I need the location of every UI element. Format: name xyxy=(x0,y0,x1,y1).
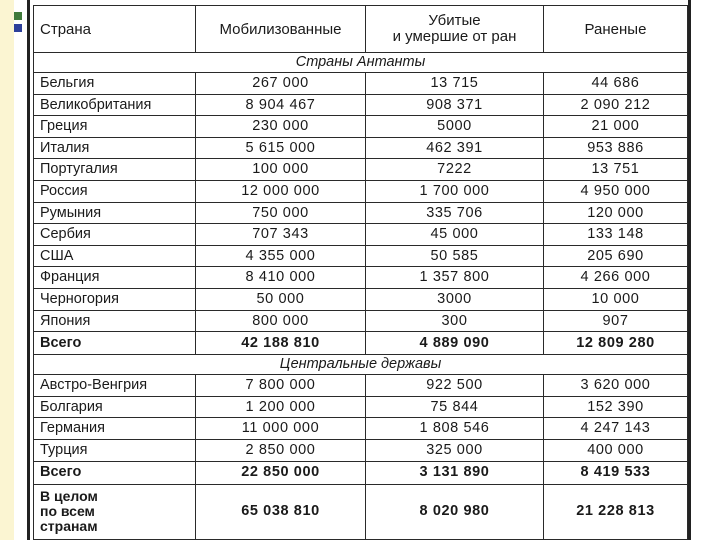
mobilized-cell: 707 343 xyxy=(196,224,366,246)
mobilized-cell: 230 000 xyxy=(196,116,366,138)
country-cell: Германия xyxy=(34,418,196,440)
header-killed-line2: и умершие от ран xyxy=(392,28,517,45)
mobilized-cell: 800 000 xyxy=(196,310,366,332)
country-cell: Португалия xyxy=(34,159,196,181)
table-row xyxy=(34,418,688,440)
killed-cell: 13 715 xyxy=(366,73,544,95)
wounded-cell: 152 390 xyxy=(544,396,688,418)
table-row xyxy=(34,137,688,159)
green-corner-square xyxy=(14,12,22,20)
country-cell: Италия xyxy=(34,137,196,159)
total-wounded: 12 809 280 xyxy=(544,332,688,355)
header-country: Страна xyxy=(34,6,196,53)
ww1-casualties-table xyxy=(33,5,688,540)
killed-cell: 50 585 xyxy=(366,245,544,267)
country-cell: Великобритания xyxy=(34,94,196,116)
mobilized-cell: 8 410 000 xyxy=(196,267,366,289)
wounded-cell: 400 000 xyxy=(544,439,688,461)
table-row xyxy=(34,288,688,310)
killed-cell: 3000 xyxy=(366,288,544,310)
table-row xyxy=(34,245,688,267)
country-cell: Черногория xyxy=(34,288,196,310)
table-row xyxy=(34,116,688,138)
group-row-entente xyxy=(34,53,688,73)
table-row xyxy=(34,159,688,181)
total-mobilized: 22 850 000 xyxy=(196,461,366,484)
mobilized-cell: 2 850 000 xyxy=(196,439,366,461)
header-wounded: Раненые xyxy=(544,6,688,53)
grand-total-label-line2: по всем xyxy=(40,503,95,520)
mobilized-cell: 11 000 000 xyxy=(196,418,366,440)
table-row xyxy=(34,396,688,418)
killed-cell: 300 xyxy=(366,310,544,332)
wounded-cell: 205 690 xyxy=(544,245,688,267)
table-row xyxy=(34,202,688,224)
total-label: Всего xyxy=(34,332,196,355)
total-row-entente xyxy=(34,332,688,355)
table-row xyxy=(34,180,688,202)
total-wounded: 8 419 533 xyxy=(544,461,688,484)
grand-total-label-line3: странам xyxy=(40,517,98,534)
grand-total-wounded: 21 228 813 xyxy=(544,484,688,539)
country-cell: Болгария xyxy=(34,396,196,418)
country-cell: Франция xyxy=(34,267,196,289)
killed-cell: 908 371 xyxy=(366,94,544,116)
wounded-cell: 953 886 xyxy=(544,137,688,159)
table-row xyxy=(34,375,688,397)
blue-corner-square xyxy=(14,24,22,32)
wounded-cell: 907 xyxy=(544,310,688,332)
wounded-cell: 133 148 xyxy=(544,224,688,246)
header-mobilized: Мобилизованные xyxy=(196,6,366,53)
killed-cell: 1 700 000 xyxy=(366,180,544,202)
mobilized-cell: 1 200 000 xyxy=(196,396,366,418)
mobilized-cell: 4 355 000 xyxy=(196,245,366,267)
killed-cell: 1 357 800 xyxy=(366,267,544,289)
total-mobilized: 42 188 810 xyxy=(196,332,366,355)
wounded-cell: 3 620 000 xyxy=(544,375,688,397)
total-killed: 3 131 890 xyxy=(366,461,544,484)
killed-cell: 325 000 xyxy=(366,439,544,461)
mobilized-cell: 750 000 xyxy=(196,202,366,224)
grand-total-label xyxy=(34,484,196,539)
table-row xyxy=(34,267,688,289)
group-title: Страны Антанты xyxy=(34,53,688,73)
table-row xyxy=(34,310,688,332)
country-cell: Сербия xyxy=(34,224,196,246)
mobilized-cell: 12 000 000 xyxy=(196,180,366,202)
wounded-cell: 4 266 000 xyxy=(544,267,688,289)
wounded-cell: 44 686 xyxy=(544,73,688,95)
country-cell: Турция xyxy=(34,439,196,461)
mobilized-cell: 100 000 xyxy=(196,159,366,181)
country-cell: Россия xyxy=(34,180,196,202)
wounded-cell: 10 000 xyxy=(544,288,688,310)
mobilized-cell: 267 000 xyxy=(196,73,366,95)
killed-cell: 75 844 xyxy=(366,396,544,418)
killed-cell: 1 808 546 xyxy=(366,418,544,440)
header-killed xyxy=(366,6,544,53)
grand-total-label-line1: В целом xyxy=(40,488,98,505)
table-row xyxy=(34,224,688,246)
header-killed-line1: Убитые xyxy=(428,11,481,29)
killed-cell: 335 706 xyxy=(366,202,544,224)
grand-total-row xyxy=(34,484,688,539)
left-cream-stripe xyxy=(0,0,14,540)
wounded-cell: 4 247 143 xyxy=(544,418,688,440)
header-row xyxy=(34,6,688,53)
total-row-central xyxy=(34,461,688,484)
table-row xyxy=(34,94,688,116)
total-label: Всего xyxy=(34,461,196,484)
group-row-central xyxy=(34,355,688,375)
mobilized-cell: 7 800 000 xyxy=(196,375,366,397)
group-title: Центральные державы xyxy=(34,355,688,375)
wounded-cell: 21 000 xyxy=(544,116,688,138)
wounded-cell: 2 090 212 xyxy=(544,94,688,116)
country-cell: Япония xyxy=(34,310,196,332)
wounded-cell: 120 000 xyxy=(544,202,688,224)
mobilized-cell: 8 904 467 xyxy=(196,94,366,116)
killed-cell: 922 500 xyxy=(366,375,544,397)
country-cell: Греция xyxy=(34,116,196,138)
mobilized-cell: 50 000 xyxy=(196,288,366,310)
table-row xyxy=(34,439,688,461)
country-cell: США xyxy=(34,245,196,267)
killed-cell: 45 000 xyxy=(366,224,544,246)
wounded-cell: 13 751 xyxy=(544,159,688,181)
country-cell: Румыния xyxy=(34,202,196,224)
killed-cell: 462 391 xyxy=(366,137,544,159)
killed-cell: 5000 xyxy=(366,116,544,138)
killed-cell: 7222 xyxy=(366,159,544,181)
grand-total-killed: 8 020 980 xyxy=(366,484,544,539)
total-killed: 4 889 090 xyxy=(366,332,544,355)
country-cell: Бельгия xyxy=(34,73,196,95)
mobilized-cell: 5 615 000 xyxy=(196,137,366,159)
table-row xyxy=(34,73,688,95)
country-cell: Австро-Венгрия xyxy=(34,375,196,397)
wounded-cell: 4 950 000 xyxy=(544,180,688,202)
grand-total-mobilized: 65 038 810 xyxy=(196,484,366,539)
